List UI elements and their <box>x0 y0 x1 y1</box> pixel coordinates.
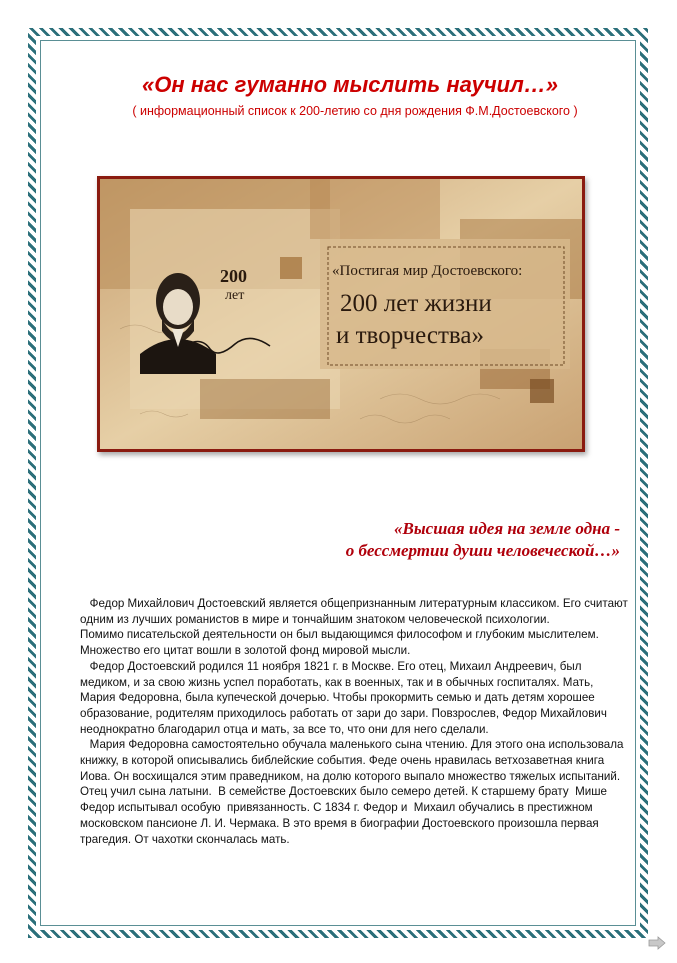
banner-artwork <box>100 179 582 449</box>
epigraph-quote <box>200 518 620 562</box>
paragraph: Помимо писательской деятельности он был выдающимся философом и глубоким мыслителем. Множество его цитат вошли в золотой фонд мировой мысли. <box>80 628 603 658</box>
epigraph-line2: о бессмертии души человеческой…» <box>345 541 620 560</box>
paragraph: Мария Федоровна самостоятельно обучала маленького сына чтению. Для этого она использовала книжку, в которой описывались библейские события. Феде очень нравилась ветхозаветная книга Иова. Он восхищался этим праведником, на долю которого выпало множество тяжелых испытаний. Отец учил сына латыни. В семействе Достоевских было семеро детей. К старшему брату Мише Федор испытывал особую привязанность. С 1834 г. Федор и Михаил обучались в престижном московском пансионе Л. И. Чермака. В это время в биографии Достоевского произошла первая трагедия. От чахотки скончалась мать. <box>80 738 627 846</box>
anniversary-banner <box>97 176 585 452</box>
paragraph: Федор Достоевский родился 11 ноября 1821 г. в Москве. Его отец, Михаил Андреевич, был медиком, и за свою жизнь успел поработать, как в военных, так и в обычных госпиталях. Мать, Мария Федоровна, была купеческой дочерью. Чтобы прокормить семью и дать детям хорошее образование, родителям приходилось работать от зари до зари. Повзрослев, Федор Михайлович неоднократно благодарил отца и мать, за все то, что они для него сделали. <box>80 659 611 736</box>
banner-headline-line2: 200 лет жизни <box>340 290 492 317</box>
epigraph-line1: «Высшая идея на земле одна - <box>394 519 620 538</box>
badge-number: 200 <box>220 266 247 286</box>
banner-headline-line1: «Постигая мир Достоевского: <box>332 263 523 279</box>
arrow-right-icon[interactable] <box>648 936 666 950</box>
banner-headline-line3: и творчества» <box>336 322 484 349</box>
article-body <box>80 596 630 847</box>
paragraph: Федор Михайлович Достоевский является общепризнанным литературным классиком. Его считают одним из лучших романистов в мире и тончайшим знатоком человеческой психологии. <box>80 597 632 626</box>
document-subtitle: ( информационный список к 200-летию со дня рождения Ф.М.Достоевского ) <box>132 104 578 118</box>
document-title: «Он нас гуманно мыслить научил…» <box>141 72 559 97</box>
badge-unit: лет <box>225 288 245 303</box>
